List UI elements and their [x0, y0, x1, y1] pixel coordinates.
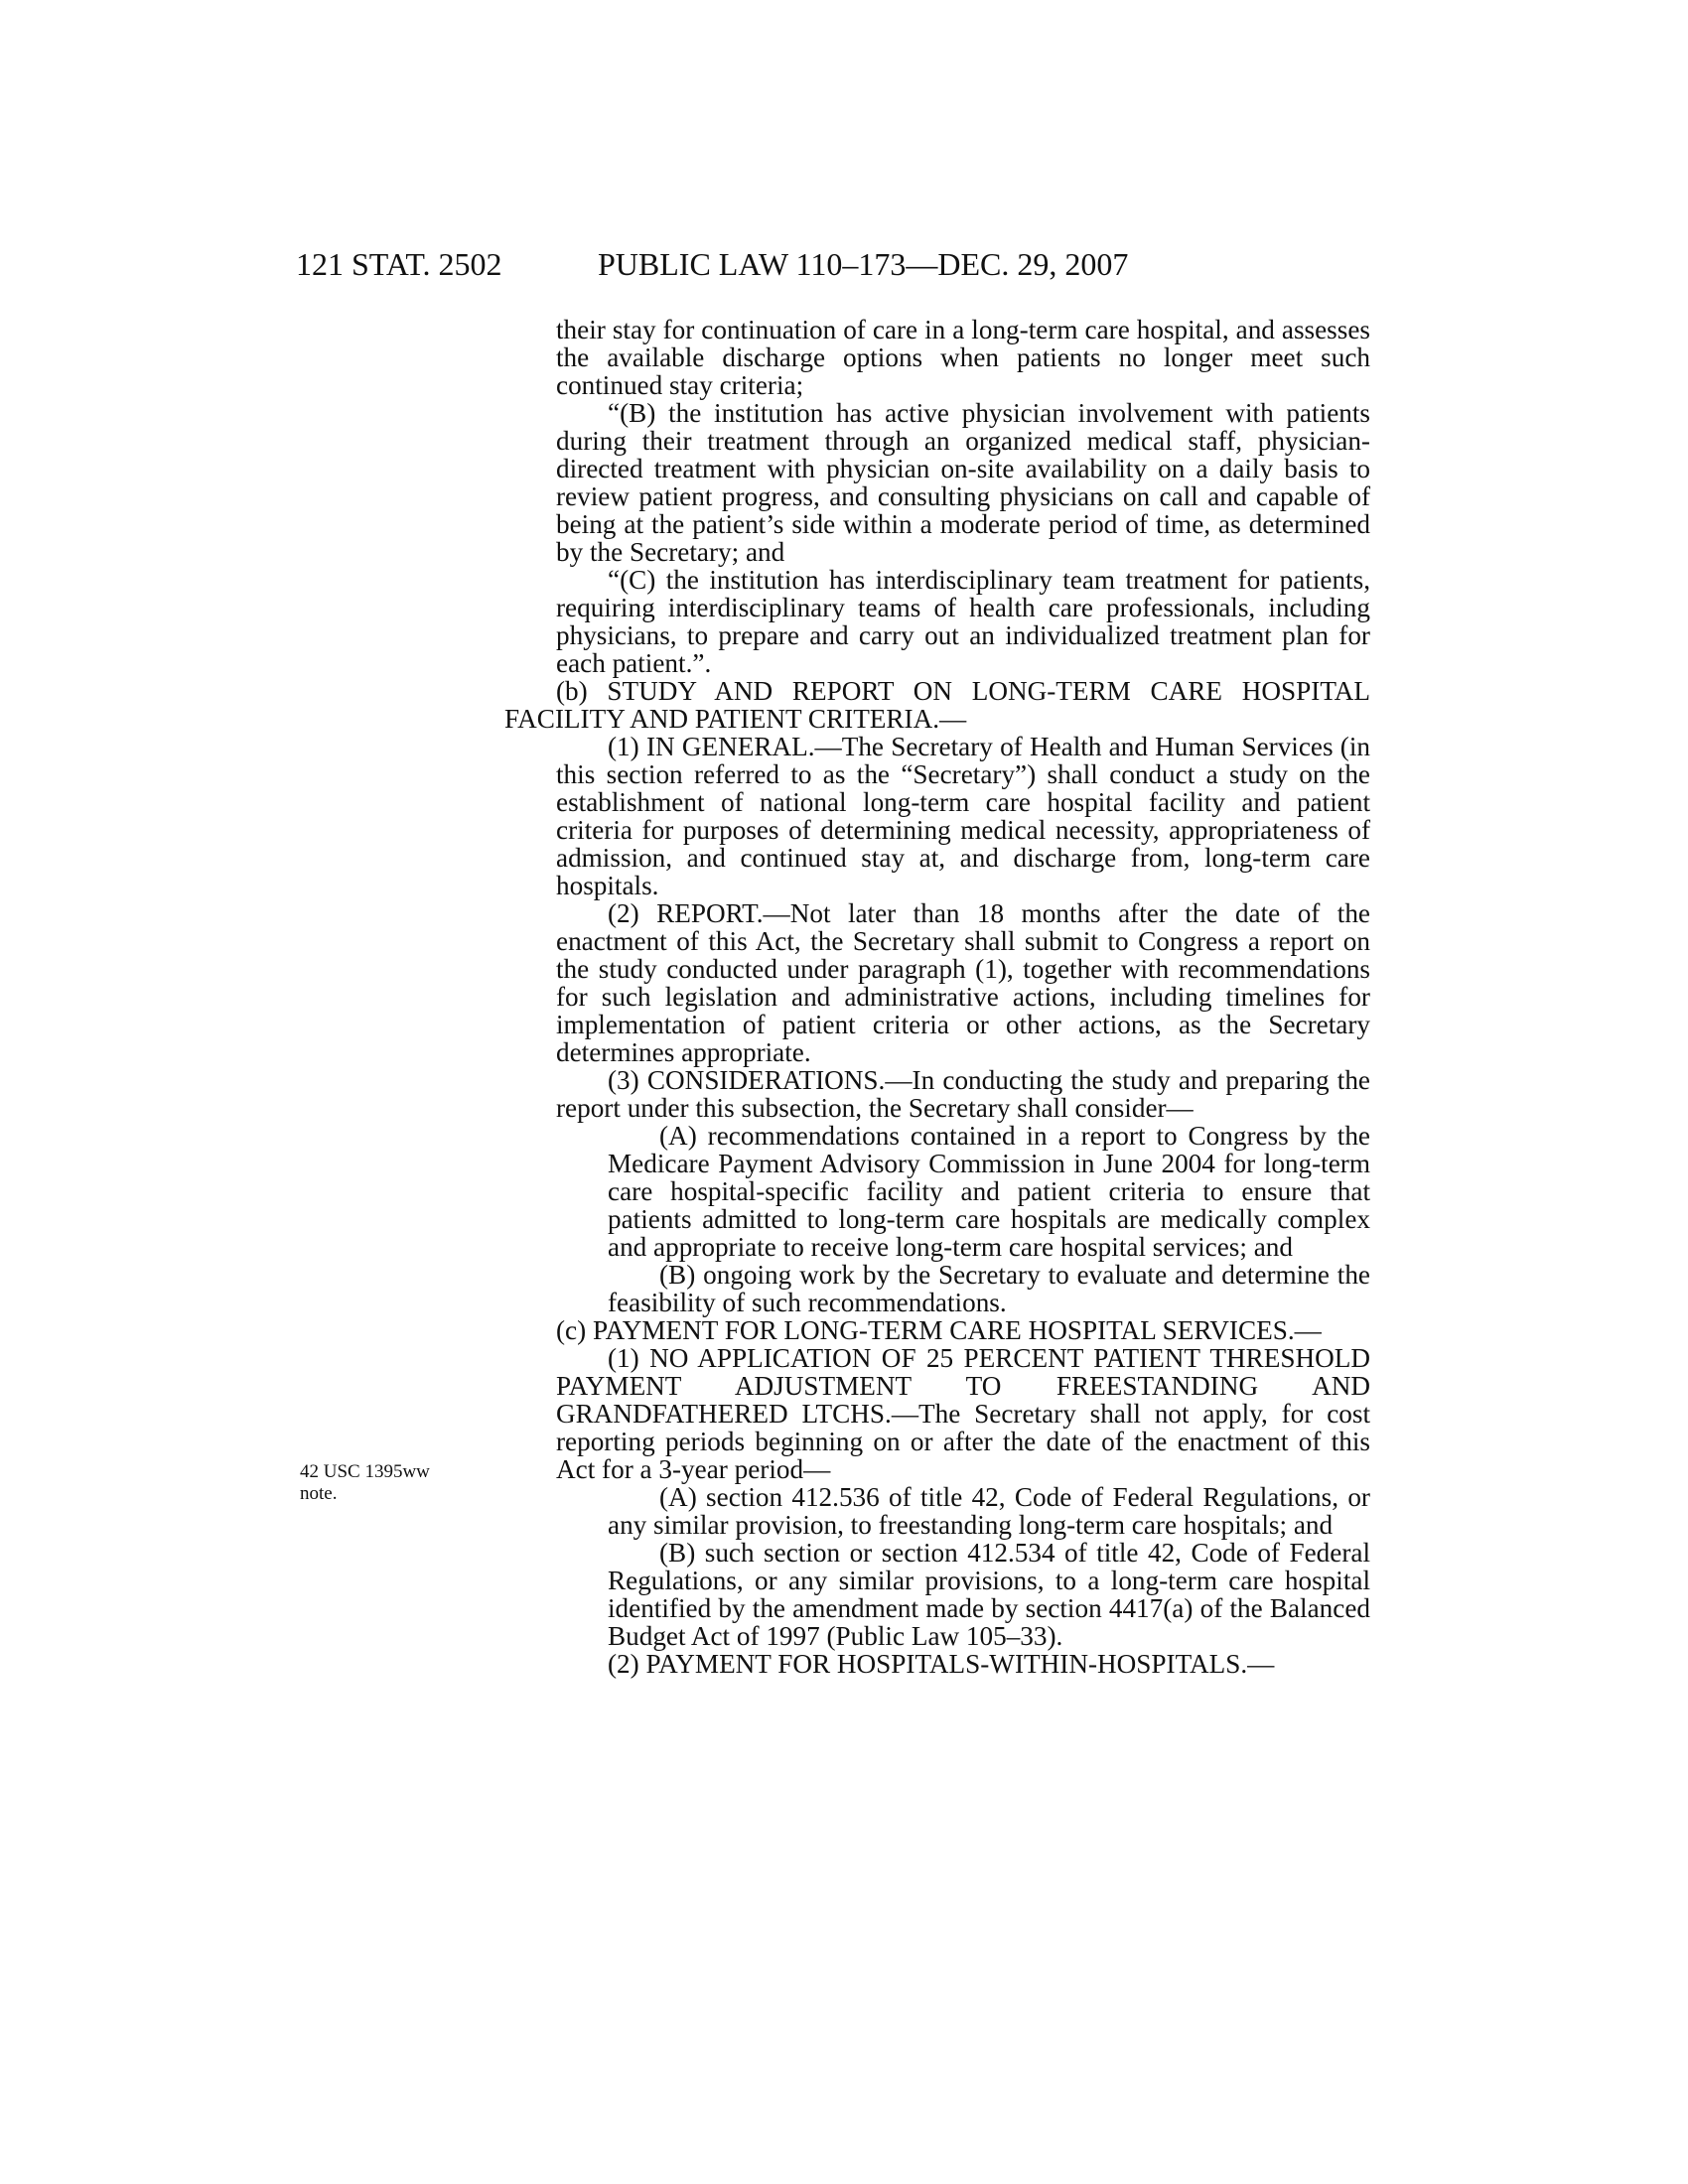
- subparagraph-c1a: (A) section 412.536 of title 42, Code of Federal Regulations, or any similar provision, to freestanding long-term care hospitals; and: [608, 1482, 1370, 1540]
- margin-note-citation: 42 USC 1395ww: [300, 1461, 430, 1482]
- subsection-c-heading: (c) PAYMENT FOR LONG-TERM CARE HOSPITAL SERVICES.—: [556, 1315, 1322, 1345]
- paragraph-clause-c: “(C) the institution has interdisciplinary team treatment for patients, requiring interdisciplinary teams of health care professionals, including physicians, to prepare and carry out an individualized treatment plan for each patient.”.: [556, 565, 1370, 678]
- subparagraph-c1b: (B) such section or section 412.534 of title 42, Code of Federal Regulations, or any similar provisions, to a long-term care hospital identified by the amendment made by section 4417(a) of the Balanced Budget Act of 1997 (Public Law 105–33).: [608, 1538, 1370, 1651]
- paragraph-b2-report: (2) REPORT.—Not later than 18 months after the date of the enactment of this Act, the Secretary shall submit to Congress a report on the study conducted under paragraph (1), together with recommendations for such legislation and administrative actions, including timelines for implementation of patient criteria or other actions, as the Secretary determines appropriate.: [556, 898, 1370, 1067]
- paragraph-b1-in-general: (1) IN GENERAL.—The Secretary of Health and Human Services (in this section referred to as the “Secretary”) shall conduct a study on the establishment of national long-term care hospital facility and patient criteria for purposes of determining medical necessity, appropriateness of admission, and continued stay at, and discharge from, long-term care hospitals.: [556, 732, 1370, 900]
- subparagraph-b3b: (B) ongoing work by the Secretary to evaluate and determine the feasibility of such recommendations.: [608, 1260, 1370, 1317]
- paragraph-clause-b: “(B) the institution has active physician involvement with patients during their treatment through an organized medical staff, physician-directed treatment with physician on-site availability on a daily basis to review patient progress, and consulting physicians on call and capable of being at the patient’s side within a moderate period of time, as determined by the Secretary; and: [556, 398, 1370, 567]
- margin-note-suffix: note.: [300, 1483, 338, 1504]
- subparagraph-b3a: (A) recommendations contained in a report to Congress by the Medicare Payment Advisory Commission in June 2004 for long-term care hospital-specific facility and patient criteria to ensure that patients admitted to long-term care hospitals are medically complex and appropriate to receive long-term care hospital services; and: [608, 1121, 1370, 1262]
- paragraph-continuation: their stay for continuation of care in a long-term care hospital, and assesses the available discharge options when patients no longer meet such continued stay criteria;: [556, 315, 1370, 400]
- paragraph-b3-considerations: (3) CONSIDERATIONS.—In conducting the study and preparing the report under this subsection, the Secretary shall consider—: [556, 1065, 1370, 1123]
- paragraph-c2-heading: (2) PAYMENT FOR HOSPITALS-WITHIN-HOSPITALS.—: [608, 1649, 1275, 1679]
- paragraph-c1-no-application: (1) NO APPLICATION OF 25 PERCENT PATIENT THRESHOLD PAYMENT ADJUSTMENT TO FREESTANDING AND GRANDFATHERED LTCHS.—The Secretary shall not apply, for cost reporting periods beginning on or after the date of the enactment of this Act for a 3-year period—: [556, 1343, 1370, 1484]
- subsection-b-heading: (b) STUDY AND REPORT ON LONG-TERM CARE HOSPITAL FACILITY AND PATIENT CRITERIA.—: [504, 676, 1370, 734]
- statute-page-number: 121 STAT. 2502: [296, 246, 502, 282]
- document-body: [504, 315, 1370, 1679]
- running-header-title: PUBLIC LAW 110–173—DEC. 29, 2007: [598, 246, 1129, 282]
- margin-note: [300, 1461, 469, 1505]
